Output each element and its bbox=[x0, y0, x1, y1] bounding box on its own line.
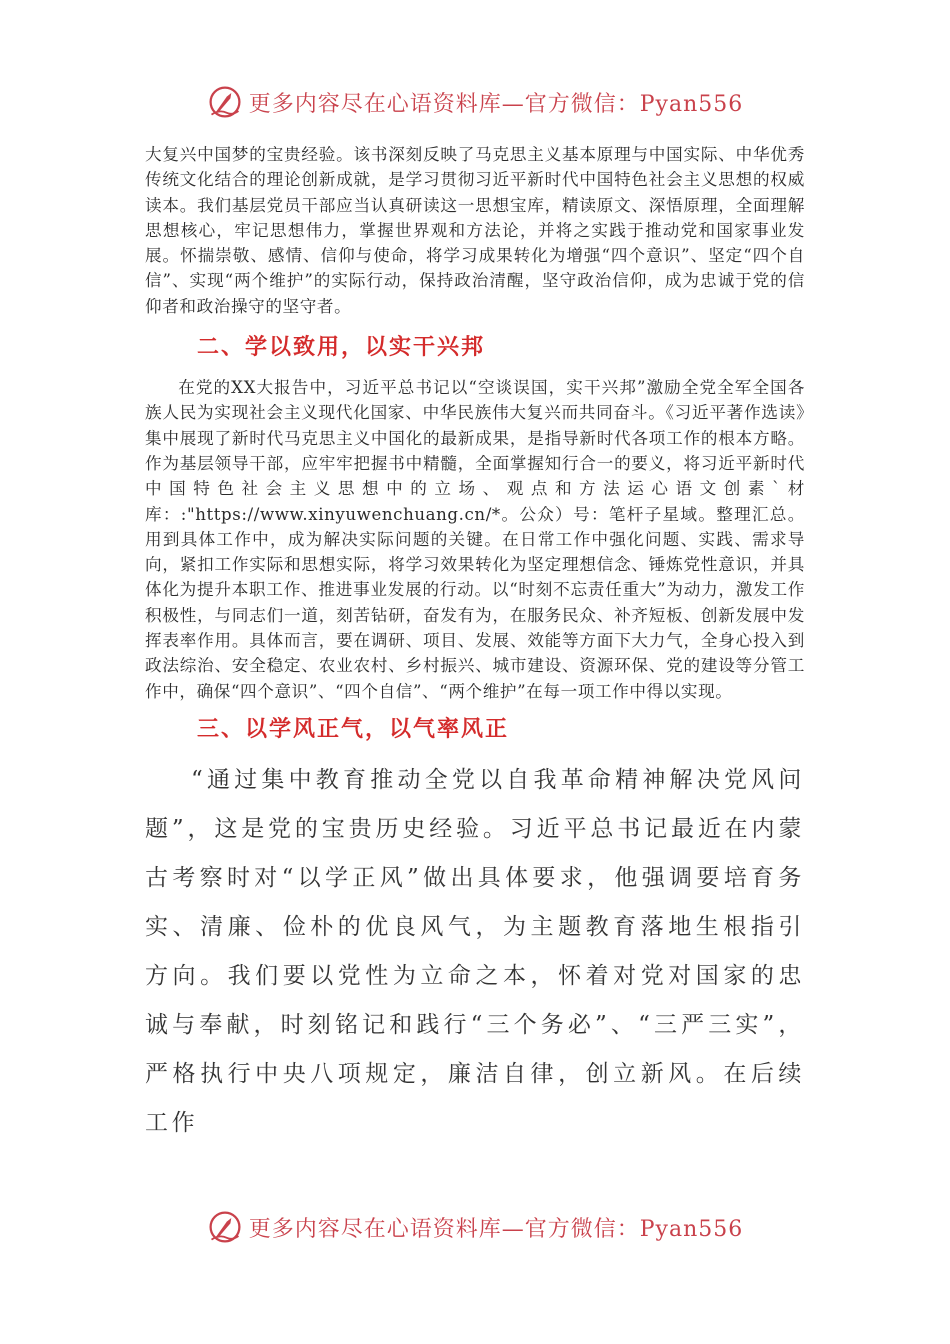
paragraph-2: 在党的XX大报告中，习近平总书记以“空谈误国，实干兴邦”激励全党全军全国各族人民为实现社会主义现代化国家、中华民族伟大复兴而共同奋斗。《习近平著作选读》集中展现了新时代马克思主义中国化的最新成果，是指导新时代各项工作的根本方略。作为基层领导干部，应牢牢把握书中精髓，全面掌握知行合一的要义，将习近平新时代中国特色社会主义思想中的立场、观点和方法运心语文创素`材库：:"https://www.xinyuwenchuang.cn/*。公众）号：笔杆子星域。整理汇总。用到具体工作中，成为解决实际问题的关键。在日常工作中强化问题、实践、需求导向，紧扣工作实际和思想实际，将学习效果转化为坚定理想信念、锤炼党性意识，并具体化为提升本职工作、推进事业发展的行动。以“时刻不忘责任重大”为动力，激发工作积极性，与同志们一道，刻苦钻研，奋发有为，在服务民众、补齐短板、创新发展中发挥表率作用。具体而言，要在调研、项目、发展、效能等方面下大力气，全身心投入到政法综治、安全稳定、农业农村、乡村振兴、城市建设、资源环保、党的建设等分管工作中，确保“四个意识”、“四个自信”、“两个维护”在每一项工作中得以实现。 bbox=[145, 378, 805, 701]
paragraph-1: 大复兴中国梦的宝贵经验。该书深刻反映了马克思主义基本原理与中国实际、中华优秀传统文化结合的理论创新成就，是学习贯彻习近平新时代中国特色社会主义思想的权威读本。我们基层党员干部应当认真研读这一思想宝库，精读原文、深悟原理，全面理解思想核心，牢记思想伟力，掌握世界观和方法论，并将之实践于推动党和国家事业发展。怀揣崇敬、感情、信仰与使命，将学习成果转化为增强“四个意识”、坚定“四个自信”、实现“两个维护”的实际行动，保持政治清醒，坚守政治信仰，成为忠诚于党的信仰者和政治操守的坚守者。 bbox=[145, 145, 805, 316]
paragraph-3: “通过集中教育推动全党以自我革命精神解决党风问题”，这是党的宝贵历史经验。习近平总书记最近在内蒙古考察时对“以学正风”做出具体要求，他强调要培育务实、清廉、俭朴的优良风气，为主题教育落地生根指引方向。我们要以党性为立命之本，怀着对党对国家的忠诚与奉献，时刻铭记和践行“三个务必”、“三严三实”，严格执行中央八项规定，廉洁自律，创立新风。在后续工作 bbox=[145, 766, 805, 1136]
pen-quill-logo-icon bbox=[207, 1209, 243, 1245]
document-body bbox=[145, 142, 805, 1148]
header-banner bbox=[0, 82, 950, 122]
header-banner-text: 更多内容尽在心语资料库—官方微信：Pyan556 bbox=[248, 91, 744, 117]
section-heading-2: 二、学以致用，以实干兴邦 bbox=[197, 334, 486, 361]
pen-quill-logo-icon bbox=[207, 84, 243, 120]
footer-banner bbox=[0, 1207, 950, 1247]
footer-banner-text: 更多内容尽在心语资料库—官方微信：Pyan556 bbox=[248, 1216, 744, 1242]
section-heading-3: 三、以学风正气，以气率风正 bbox=[197, 715, 510, 742]
